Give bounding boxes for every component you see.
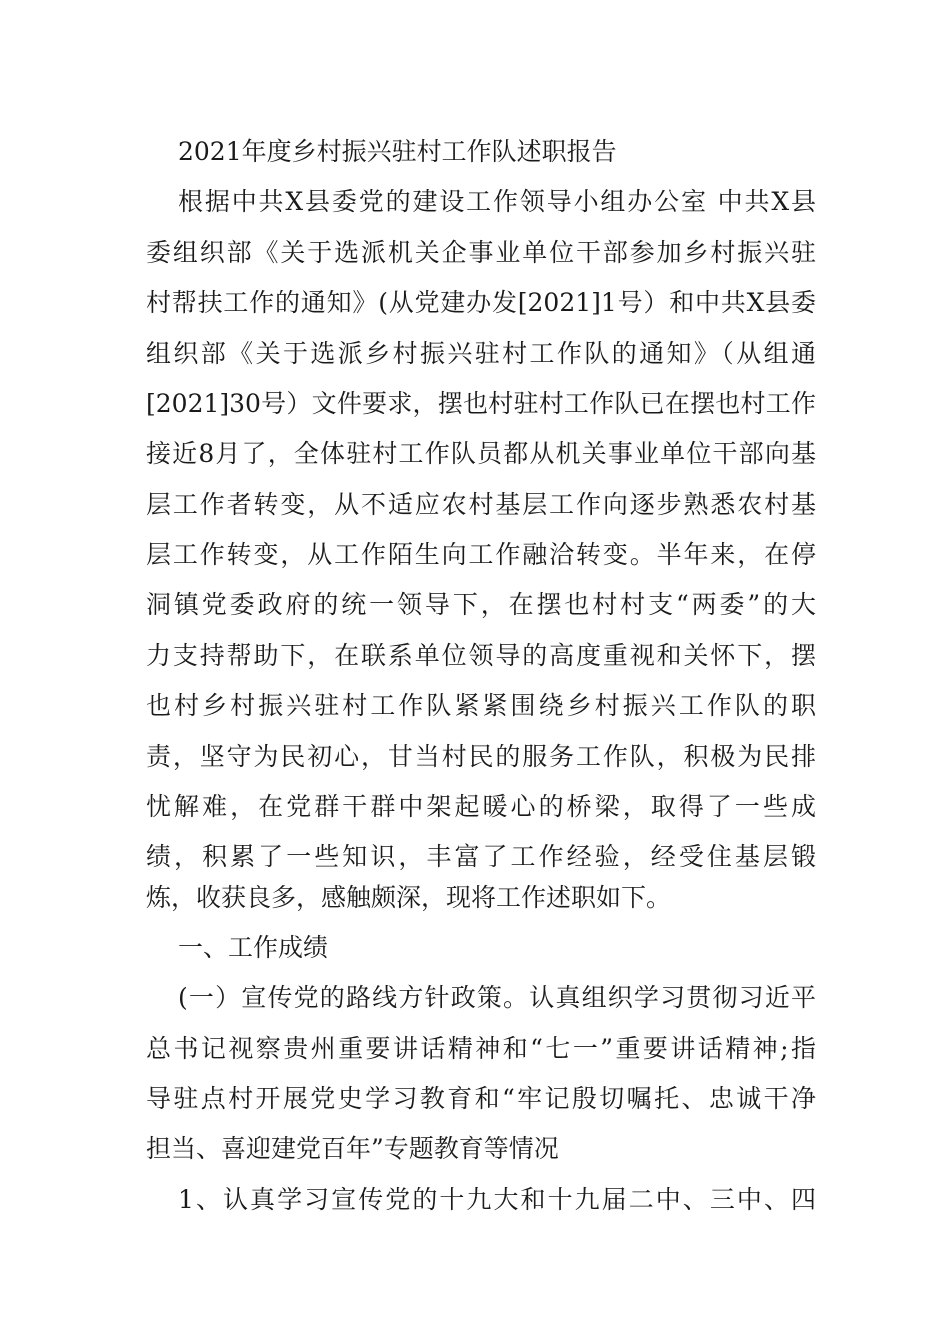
paragraph-line: 也村乡村振兴驻村工作队紧紧围绕乡村振兴工作队的职	[146, 691, 816, 720]
paragraph-line: 炼，收获良多，感触颇深，现将工作述职如下。	[146, 883, 672, 912]
paragraph-line: 责，坚守为民初心，甘当村民的服务工作队，积极为民排	[146, 742, 816, 771]
paragraph-line: (一）宣传党的路线方针政策。认真组织学习贯彻习近平	[178, 983, 816, 1012]
paragraph-line: [2021]30号）文件要求，摆也村驻村工作队已在摆也村工作	[146, 389, 816, 418]
paragraph-line: 担当、喜迎建党百年”专题教育等情况	[146, 1134, 559, 1163]
paragraph-line: 接近8月了，全体驻村工作队员都从机关事业单位干部向基	[146, 439, 816, 468]
paragraph-line: 1、认真学习宣传党的十九大和十九届二中、三中、四	[178, 1185, 816, 1214]
paragraph-line: 村帮扶工作的通知》(从党建办发[2021]1号）和中共X县委	[146, 288, 816, 317]
paragraph-line: 根据中共X县委党的建设工作领导小组办公室 中共X县	[178, 187, 816, 216]
paragraph-line: 导驻点村开展党史学习教育和“牢记殷切嘱托、忠诚干净	[146, 1084, 816, 1113]
paragraph-line: 组织部《关于选派乡村振兴驻村工作队的通知》（从组通	[146, 339, 816, 368]
paragraph-line: 委组织部《关于选派机关企事业单位干部参加乡村振兴驻	[146, 238, 816, 267]
paragraph-line: 力支持帮助下，在联系单位领导的高度重视和关怀下，摆	[146, 641, 816, 670]
paragraph-line: 层工作转变，从工作陌生向工作融洽转变。半年来，在停	[146, 540, 816, 569]
paragraph-line: 层工作者转变，从不适应农村基层工作向逐步熟悉农村基	[146, 490, 816, 519]
document-title: 2021年度乡村振兴驻村工作队述职报告	[178, 137, 617, 166]
paragraph-line: 忧解难，在党群干群中架起暖心的桥梁，取得了一些成	[146, 792, 816, 821]
section-heading: 一、工作成绩	[178, 933, 329, 962]
paragraph-line: 总书记视察贵州重要讲话精神和“七一”重要讲话精神;指	[146, 1034, 816, 1063]
paragraph-line: 绩，积累了一些知识，丰富了工作经验，经受住基层锻	[146, 842, 816, 871]
paragraph-line: 洞镇党委政府的统一领导下，在摆也村村支“两委”的大	[146, 590, 816, 619]
